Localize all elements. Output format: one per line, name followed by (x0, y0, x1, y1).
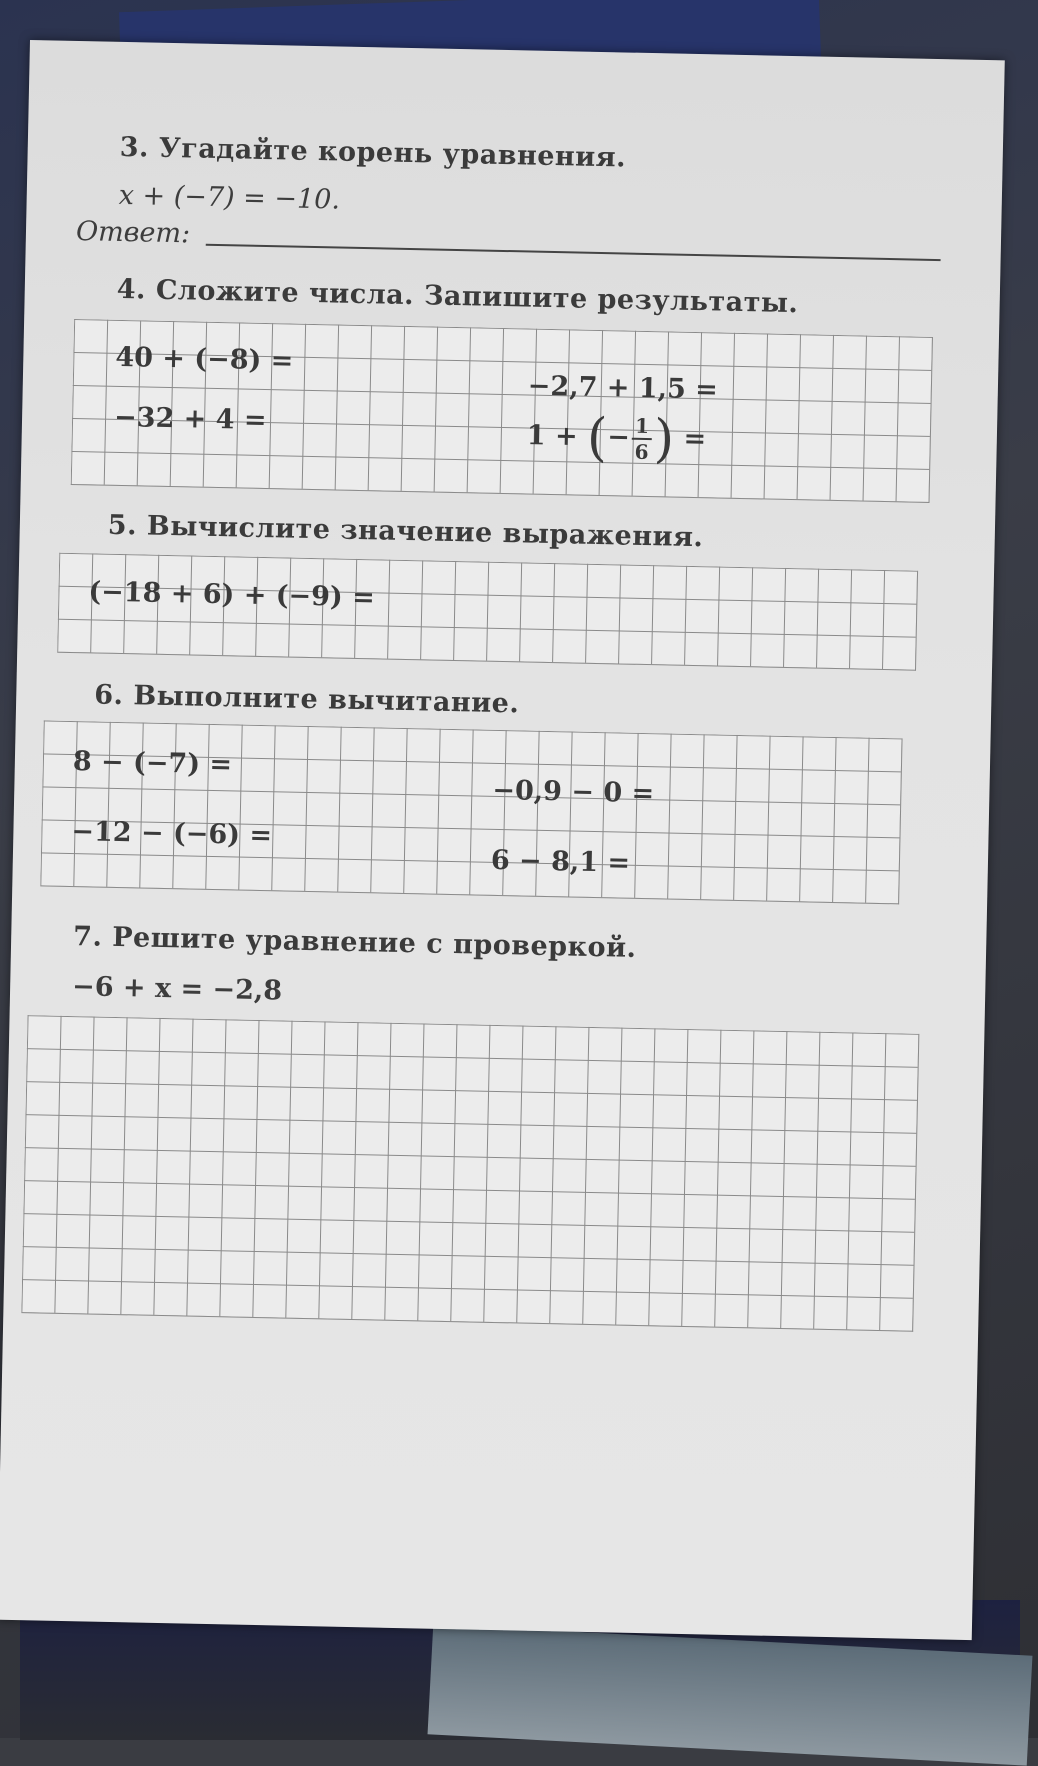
task6-expr-1: 8 − (−7) = (72, 746, 233, 781)
task7-grid[interactable] (21, 1015, 919, 1332)
task4-expr-4-prefix: 1 + (526, 419, 578, 453)
fraction (631, 414, 652, 464)
task5-title: 5. Вычислите значение выражения. (107, 509, 704, 554)
task6-expr-3: −12 − (−6) = (71, 816, 273, 852)
task4-expr-4: 1 + (− $\frac{1}{6}$ ) = (526, 407, 707, 470)
worksheet (0, 40, 1005, 1640)
task7-equation: −6 + x = −2,8 (71, 971, 283, 1007)
answer-label: Ответ: (75, 216, 191, 250)
answer-line[interactable] (206, 244, 941, 261)
fraction-numerator: 1 (632, 414, 652, 440)
task3-title: 3. Угадайте корень уравнения. (119, 131, 627, 174)
fraction-denominator: 6 (634, 439, 649, 465)
task4-expr-2: −2,7 + 1,5 = (527, 370, 719, 406)
task3-equation: x + (−7) = −10. (118, 179, 341, 216)
task5-expr-1: (−18 + 6) + (−9) = (88, 576, 376, 614)
task6-expr-4: 6 − 8,1 = (490, 844, 631, 879)
task4-expr-4-minus: − (606, 421, 631, 454)
task6-expr-2: −0,9 − 0 = (492, 774, 655, 810)
task6-title: 6. Выполните вычитание. (93, 679, 520, 720)
task5-grid[interactable] (57, 553, 918, 671)
task4-expr-3: −32 + 4 = (113, 401, 267, 437)
task4-expr-1: 40 + (−8) = (115, 341, 294, 377)
task7-title: 7. Решите уравнение с проверкой. (72, 921, 637, 964)
task4-expr-4-suffix: = (683, 423, 707, 455)
task4-title: 4. Сложите числа. Запишите результаты. (116, 273, 799, 320)
